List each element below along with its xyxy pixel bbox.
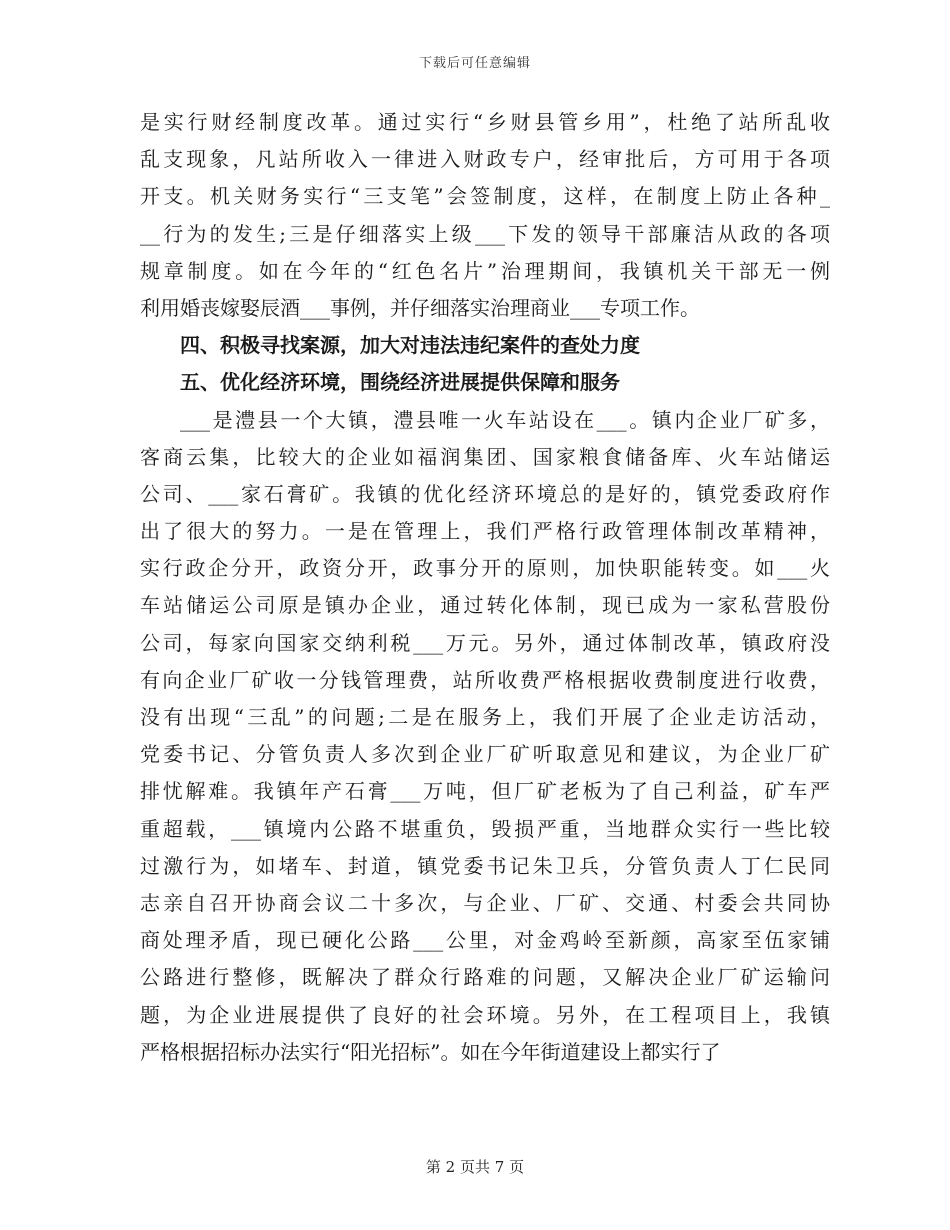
text-line: 严格根据招标办法实行“阳光招标”。如在今年街道建设上都实行了 (140, 1039, 721, 1064)
text-line: 出了很大的努力。一是在管理上，我们严格行政管理体制改革精神， (140, 519, 830, 544)
text-line: 没有出现“三乱”的问题;二是在服务上，我们开展了企业走访活动， (140, 705, 830, 729)
text-line: 是实行财经制度改革。通过实行“乡财县管乡用”，杜绝了站所乱收 (140, 110, 830, 134)
text-line: 客商云集，比较大的企业如福润集团、国家粮食储备库、火车站储运 (140, 444, 830, 469)
text-line: 题，为企业进展提供了良好的社会环境。另外，在工程项目上，我镇 (140, 1002, 830, 1027)
text-line: 排忧解难。我镇年产石膏___万吨，但厂矿老板为了自己利益，矿车严 (140, 779, 830, 804)
section-heading-4: 四、积极寻找案源，加大对违法违纪案件的查处力度 (180, 333, 640, 358)
text-line: 公路进行整修，既解决了群众行路难的问题，又解决企业厂矿运输问 (140, 965, 830, 990)
text-line: 过激行为，如堵车、封道，镇党委书记朱卫兵，分管负责人丁仁民同 (140, 853, 830, 878)
text-line: 有向企业厂矿收一分钱管理费，站所收费严格根据收费制度进行收费， (140, 667, 830, 692)
text-line: __行为的发生;三是仔细落实上级___下发的领导干部廉洁从政的各项 (140, 221, 830, 246)
text-line: 志亲自召开协商会议二十多次，与企业、厂矿、交通、村委会共同协 (140, 890, 830, 915)
text-line: 规章制度。如在今年的“红色名片”治理期间，我镇机关干部无一例 (140, 258, 830, 283)
text-line: 党委书记、分管负责人多次到企业厂矿听取意见和建议，为企业厂矿 (140, 742, 830, 767)
section-heading-5: 五、优化经济环境，围绕经济进展提供保障和服务 (180, 370, 620, 395)
text-line: ___是澧县一个大镇，澧县唯一火车站设在___。镇内企业厂矿多， (180, 407, 830, 432)
text-line: 开支。机关财务实行“三支笔”会签制度，这样，在制度上防止各种_ (140, 184, 830, 209)
text-line: 利用婚丧嫁娶辰酒___事例，并仔细落实治理商业___专项工作。 (140, 295, 700, 320)
text-line: 公司，每家向国家交纳利税___万元。另外，通过体制改革，镇政府没 (140, 630, 830, 655)
paragraph-1 (140, 104, 830, 327)
page-number: 第 2 页共 7 页 (425, 1158, 525, 1176)
text-line: 实行政企分开，政资分开，政事分开的原则，加快职能转变。如___火 (140, 556, 830, 581)
text-line: 商处理矛盾，现已硬化公路___公里，对金鸡岭至新颜，高家至伍家铺 (140, 928, 830, 953)
text-line: 公司、___家石膏矿。我镇的优化经济环境总的是好的，镇党委政府作 (140, 481, 830, 506)
paragraph-2 (140, 402, 830, 1071)
text-line: 车站储运公司原是镇办企业，通过转化体制，现已成为一家私营股份 (140, 593, 830, 618)
header-note: 下载后可任意编辑 (418, 56, 531, 71)
text-line: 重超载，___镇境内公路不堪重负，毁损严重，当地群众实行一些比较 (140, 816, 830, 841)
text-line: 乱支现象，凡站所收入一律进入财政专户，经审批后，方可用于各项 (140, 147, 830, 172)
document-body (140, 104, 830, 1071)
